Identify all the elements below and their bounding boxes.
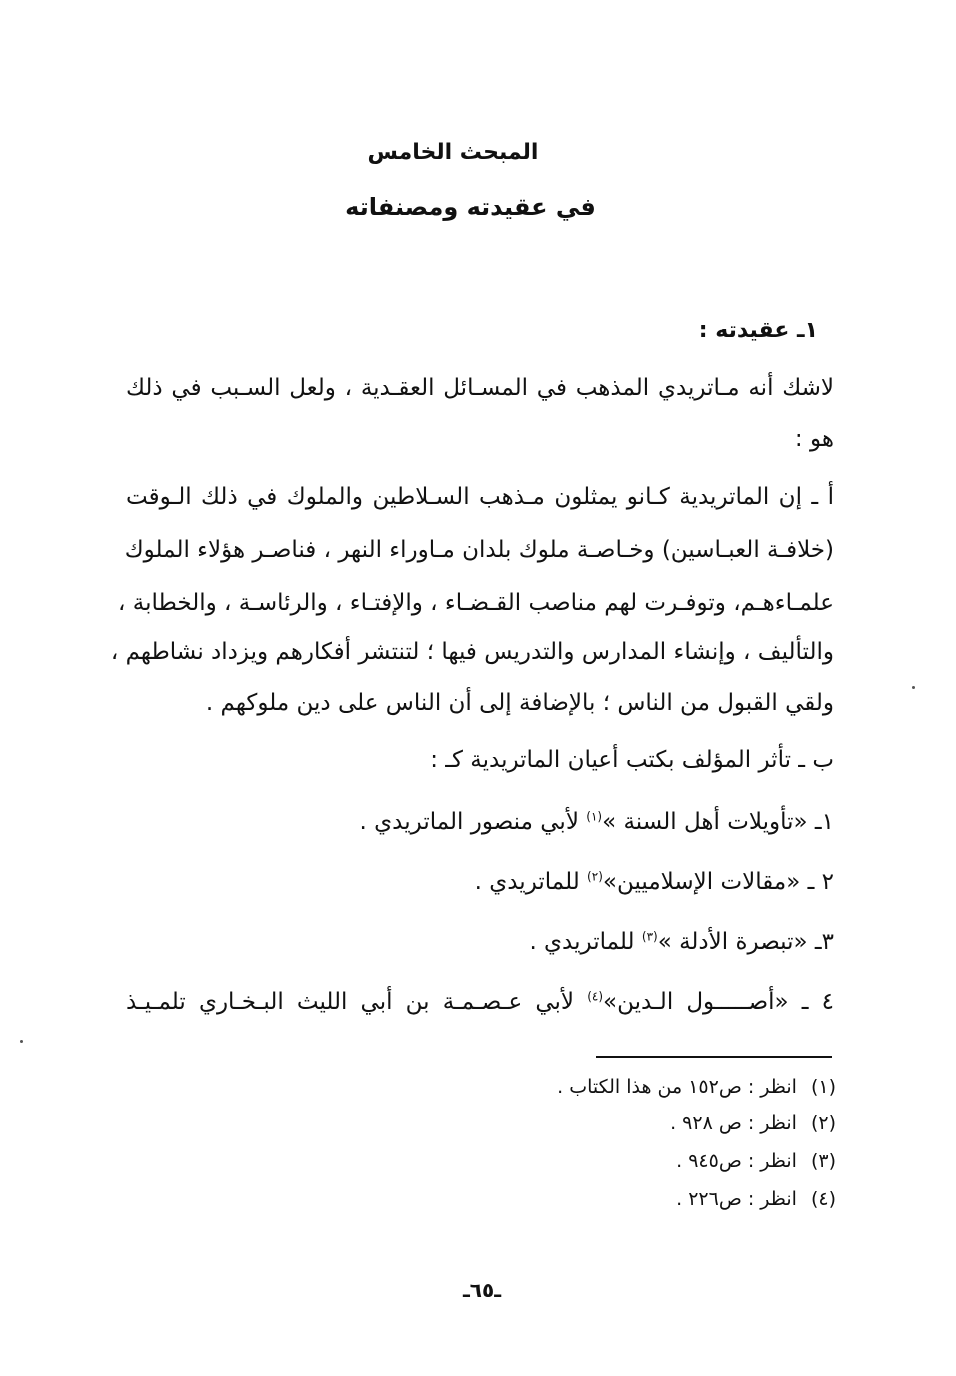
footnote-number: (١) <box>810 1076 836 1098</box>
chapter-subheading: في عقيدته ومصنفاته <box>345 193 596 221</box>
page-number: ـ٦٥ـ <box>462 1278 502 1302</box>
paragraph-line: أ ـ إن الماتريدية كـانو يمثلون مـذهب السـلاطين والملوك في ذلك الـوقت <box>126 484 834 510</box>
book-author: للماتريدي . <box>529 929 642 955</box>
book-title: ٣ـ «تبصرة الأدلة » <box>657 929 834 955</box>
footnote-text: انظر : ص٢٢٦ . <box>676 1188 797 1210</box>
book-list-item <box>126 926 834 958</box>
book-title: ٢ ـ «مقالات الإسلاميين» <box>602 869 834 895</box>
book-list-item <box>126 806 834 838</box>
footnote <box>676 1186 836 1212</box>
paragraph-line: ب ـ تأثر المؤلف بكتب أعيان الماتريدية كـ : <box>430 747 834 773</box>
footnote-ref: (٤) <box>587 989 604 1004</box>
footnote-text: انظر : ص ٩٢٨ . <box>670 1112 797 1134</box>
paragraph-line: هو : <box>794 426 834 452</box>
scan-speck <box>20 1040 23 1043</box>
footnote-text: انظر : ص١٥٢ من هذا الكتاب . <box>557 1076 797 1098</box>
footnote-ref: (٣) <box>641 929 658 944</box>
paragraph-line: علمـاءهـم، وتوفـرت لهم مناصب القـضـاء ، والإفتـاء ، والرئاسـة ، والخطابة ، <box>118 590 834 616</box>
footnote-ref: (١) <box>586 809 603 824</box>
footnote-number: (٣) <box>810 1150 836 1172</box>
footnote-number: (٤) <box>810 1188 836 1210</box>
scan-speck <box>912 686 915 689</box>
book-title: ٤ ـ «أصـــــول الـدين» <box>603 989 835 1015</box>
book-author: لأبي منصور الماتريدي . <box>359 809 587 835</box>
book-title: ١ـ «تأويلات أهل السنة » <box>602 809 834 835</box>
footnote-separator <box>596 1056 832 1058</box>
footnote <box>676 1148 836 1174</box>
book-author: للماتريدي . <box>474 869 588 895</box>
footnote <box>670 1110 836 1136</box>
paragraph-line: ولقي القبول من الناس ؛ بالإضافة إلى أن الناس على دين ملوكهم . <box>205 690 834 716</box>
footnote-ref: (٢) <box>587 869 603 884</box>
footnote-number: (٢) <box>810 1112 836 1134</box>
footnote <box>557 1074 836 1100</box>
chapter-heading: المبحث الخامس <box>367 140 539 165</box>
footnote-text: انظر : ص٩٤٥ . <box>676 1150 797 1172</box>
paragraph-line: والتأليف ، وإنشاء المدارس والتدريس فيها ؛ لتنتشر أفكارهم ويزداد نشاطهم ، <box>110 639 834 665</box>
section-title: ١ـ عقيدته : <box>698 318 818 343</box>
paragraph-line: لاشك أنه مـاتريدي المذهب في المسـائل العقـدية ، ولعل السـبب في ذلك <box>126 375 834 401</box>
book-list-item <box>126 986 834 1018</box>
book-author: لأبي عـصـمـة بن أبي الليث البـخـاري تلمـيـذ <box>126 989 588 1015</box>
book-list-item <box>126 866 834 898</box>
paragraph-line: (خلافـة العبـاسين) وخـاصـة ملوك بلدان مـاوراء النهر ، فناصـر هؤلاء الملوك <box>124 537 834 563</box>
